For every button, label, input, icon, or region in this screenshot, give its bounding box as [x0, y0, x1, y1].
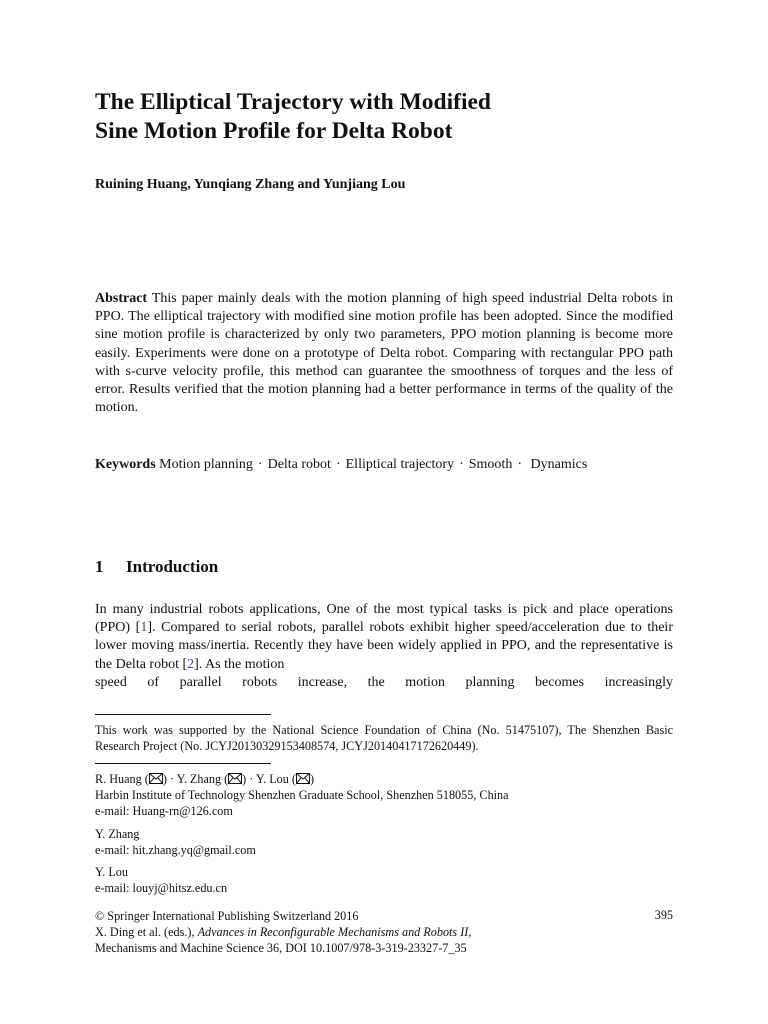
editors-line [95, 924, 673, 940]
envelope-icon[interactable] [228, 773, 242, 784]
keyword-item: Delta robot [267, 457, 331, 472]
keywords-label: Keywords [95, 457, 156, 472]
book-title: Advances in Reconfigurable Mechanisms and Robots II [197, 925, 469, 939]
keyword-separator: · [459, 457, 464, 472]
footnote-divider [95, 714, 271, 715]
author-list: Ruining Huang, Yunqiang Zhang and Yunjiang Lou [95, 177, 406, 192]
abstract [95, 290, 673, 417]
intro-text: . Compared to serial robots, parallel robots exhibit higher speed/acceleration due to their lower moving mass/inertia. Recently they have been widely applied in PPO, and the representative is the Delta robot [95, 620, 673, 672]
intro-text: In many industrial robots applications, One of the most typical tasks is pick and place operations (PPO) [95, 602, 673, 636]
abstract-label: Abstract [95, 291, 148, 306]
paper-title [95, 88, 673, 146]
keyword-item: Dynamics [530, 457, 588, 472]
editors-text: , [468, 925, 472, 939]
contact-text: R. Huang ( [95, 772, 149, 786]
lou-name: Y. Lou [95, 865, 128, 879]
funding-footnote: This work was supported by the National Science Foundation of China (No. 51475107), The Shenzhen Basic Research Project (No. JCYJ20130329153408574, JCYJ20140417172620449). [95, 723, 673, 753]
intro-paragraph: In many industrial robots applications, One of the most typical tasks is pick and place operations (PPO) [1]. Compared to serial robots, parallel robots exhibit higher speed/acceleration due to their lower moving mass/inertia. Recently they have been widely applied in PPO, and the representative is the Delta robot [2]. As the motion speed of parallel robots increase, the motion planning becomes increasingly [95, 601, 673, 692]
abstract-text: This paper mainly deals with the motion planning of high speed industrial Delta robots in PPO. The elliptical trajectory with modified sine motion profile has been adopted. Since the modified sine motion profile is characterized by only two parameters, PPO motion planning is become more easily. Experiments were done on a prototype of Delta robot. Comparing with rectangular PPO path with s-curve velocity profile, this method can guarantee the smoothness of torques and the less of error. Results verified that the motion planning had a better performance in terms of the quality of the motion. [95, 291, 673, 416]
citation-link-2[interactable]: 2 [187, 656, 195, 672]
intro-last-line: speed of parallel robots increase, the motion planning becomes increasingly [95, 674, 673, 690]
huang-email[interactable]: e-mail: Huang-rn@126.com [95, 804, 233, 818]
keyword-item: Elliptical trajectory [345, 457, 455, 472]
copyright: © Springer International Publishing Switzerland 2016 [95, 909, 359, 923]
intro-text: . As the motion [198, 656, 285, 672]
title-line-2: Sine Motion Profile for Delta Robot [95, 118, 453, 144]
page-number: 395 [654, 908, 673, 922]
keywords [95, 456, 673, 474]
envelope-icon[interactable] [149, 773, 163, 784]
title-line-1: The Elliptical Trajectory with Modified [95, 89, 491, 115]
keyword-item: Motion planning [159, 457, 253, 472]
section-heading [95, 557, 218, 577]
citation-link-1[interactable]: 1 [140, 620, 148, 636]
keyword-separator: · [335, 457, 341, 472]
section-title: Introduction [126, 557, 219, 576]
lou-email[interactable]: e-mail: louyj@hitsz.edu.cn [95, 881, 228, 895]
contact-text: ) [309, 772, 315, 786]
institution: Harbin Institute of Technology Shenzhen Graduate School, Shenzhen 518055, China [95, 788, 509, 802]
publication-info [95, 908, 673, 956]
affiliation-divider [95, 763, 271, 764]
keyword-item: Smooth [468, 457, 513, 472]
section-number: 1 [95, 557, 104, 576]
zhang-name: Y. Zhang [95, 827, 140, 841]
contact-text: ) · Y. Lou ( [242, 772, 296, 786]
keyword-separator: · [257, 457, 263, 472]
author-contact-line [95, 771, 673, 787]
keyword-separator: · [517, 457, 522, 472]
envelope-icon[interactable] [296, 773, 310, 784]
series-doi: Mechanisms and Machine Science 36, DOI 10.1007/978-3-319-23327-7_35 [95, 941, 467, 955]
contact-text: ) · Y. Zhang ( [162, 772, 229, 786]
zhang-email[interactable]: e-mail: hit.zhang.yq@gmail.com [95, 843, 256, 857]
editors-text: X. Ding et al. (eds.), [95, 925, 198, 939]
